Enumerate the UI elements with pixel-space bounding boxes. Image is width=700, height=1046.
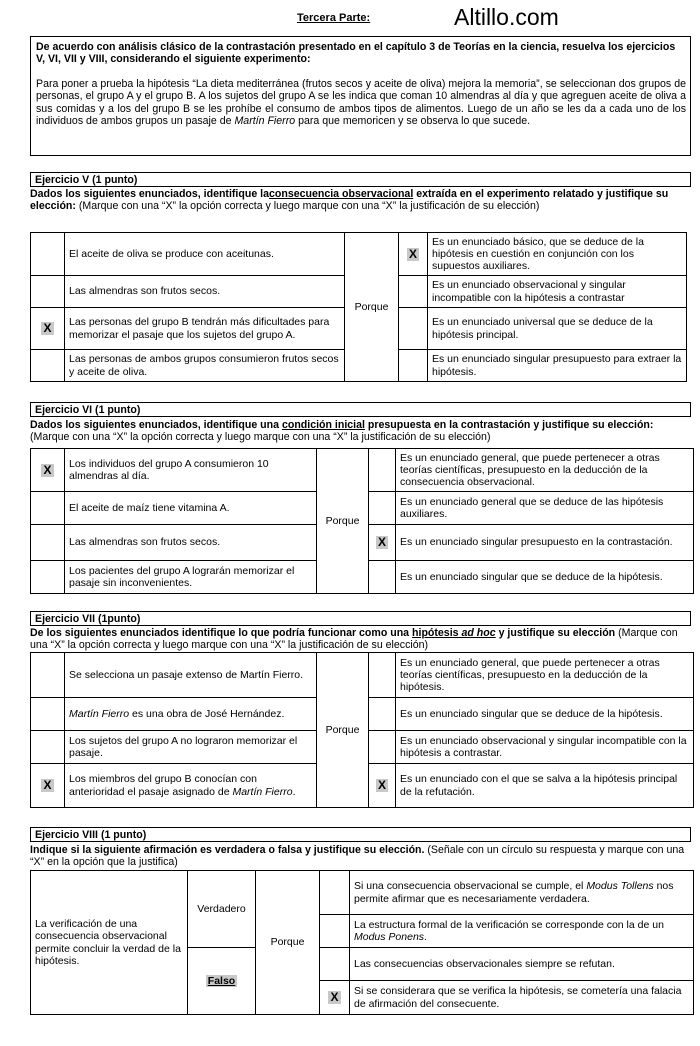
ex8-prompt: [30, 844, 691, 869]
ex7-right-mark-1[interactable]: [369, 698, 396, 731]
ex7-header: Ejercicio VII (1punto): [30, 611, 691, 626]
ex8-right-mark-0[interactable]: [320, 871, 350, 915]
ex7-left-option-2: Los sujetos del grupo A no lograron memorizar el pasaje.: [65, 731, 317, 764]
ex5-left-option-1: Las almendras son frutos secos.: [65, 276, 345, 308]
ex6-left-option-1: El aceite de maíz tiene vitamina A.: [65, 492, 317, 525]
ex8-right-mark-1[interactable]: [320, 915, 350, 948]
ex5-right-mark-3[interactable]: [399, 350, 428, 382]
x-mark: X: [330, 990, 339, 1004]
ex5-right-mark-0[interactable]: [399, 233, 428, 276]
ex7-right-mark-0[interactable]: [369, 653, 396, 698]
ex7-left-1-rest: es una obra de José Hernández.: [132, 707, 285, 720]
ex7-prompt-3: (Marque con una “X” la opción correcta y luego marque con una “X” la justificación de su elección): [30, 627, 678, 652]
ex7-prompt-key: [412, 627, 496, 639]
ex6-right-mark-2[interactable]: [369, 525, 396, 561]
ex8-false-label: Falso: [207, 974, 236, 987]
ex7-right-option-1: Es un enunciado singular que se deduce de la hipótesis.: [396, 698, 694, 731]
ex5-right-option-2: Es un enunciado universal que se deduce de la hipótesis principal.: [428, 308, 687, 350]
ex6-prompt-3: (Marque con una “X” la opción correcta y luego marque con una “X” la justificación de su elección): [30, 431, 491, 444]
ex7-left-3-a: Los miembros del grupo B conocían con anterioridad el pasaje asignado de: [69, 773, 257, 798]
ex6-prompt-key: condición inicial: [281, 419, 365, 431]
ex6-right-option-1: Es un enunciado general que se deduce de las hipótesis auxiliares.: [396, 492, 694, 525]
intro-para-title: Martín Fierro: [234, 115, 296, 128]
ex7-left-option-3: Los miembros del grupo B conocían con anterioridad el pasaje asignado de Martín Fierro.: [65, 764, 317, 808]
x-mark: X: [43, 778, 52, 792]
ex8-right-mark-2[interactable]: [320, 948, 350, 981]
ex7-prompt: [30, 627, 691, 652]
ex5-left-option-2: Las personas del grupo B tendrán más dificultades para memorizar el pasaje que los sujetos del grupo A.: [65, 308, 345, 350]
ex6-table: [30, 448, 694, 594]
ex5-prompt-2: extraída en el experimento relatado y justifique su elección:: [30, 188, 669, 213]
ex8-statement: La verificación de una consecuencia observacional permite concluir la verdad de la hipótesis.: [31, 871, 188, 1015]
ex6-left-mark-2[interactable]: [31, 525, 65, 561]
ex7-table: [30, 652, 694, 808]
ex6-left-option-2: Las almendras son frutos secos.: [65, 525, 317, 561]
ex7-porque: Porque: [317, 653, 369, 808]
ex5-right-option-0: Es un enunciado básico, que se deduce de la hipótesis en cuestión en conjunción con los supuestos auxiliares.: [428, 233, 687, 276]
ex8-r0-italic: Modus Tollens: [586, 880, 654, 893]
ex6-right-option-0: Es un enunciado general, que puede pertenecer a otras teorías científicas, presupuesto en la deducción de la consecuencia observacional.: [396, 449, 694, 492]
ex8-r1-italic: Modus Ponens: [354, 931, 425, 943]
ex7-right-mark-3[interactable]: [369, 764, 396, 808]
ex7-left-mark-0[interactable]: [31, 653, 65, 698]
intro-box: [30, 36, 691, 156]
ex5-prompt-1: Dados los siguientes enunciados, identifique la: [30, 188, 269, 200]
ex7-left-option-1: [65, 698, 317, 731]
ex8-r0-b: nos permite afirmar que es necesariamente verdadera.: [354, 880, 674, 905]
ex8-option-false[interactable]: [188, 948, 256, 1015]
intro-para-a: Para poner a prueba la hipótesis “La dieta mediterránea (frutos secos y aceite de oliva) mejora la memoria”, se seleccionan dos grupos de personas, el grupo A y el grupo B. A los sujetos del grupo A se les indica que coman 10 almendras al día y que agreguen aceite de oliva a sus comidas y a los del grupo B se les prohíbe el consumo de ambos tipos de alimentos. Luego de un año se les da a cada uno de los individuos de ambos grupos un pasaje de: [36, 77, 686, 128]
ex6-prompt-1: Dados los siguientes enunciados, identifique una: [30, 419, 279, 431]
ex5-left-mark-3[interactable]: [31, 350, 65, 382]
ex7-right-option-3: Es un enunciado con el que se salva a la hipótesis principal de la refutación.: [396, 764, 694, 808]
ex5-right-option-3: Es un enunciado singular presupuesto para extraer la hipótesis.: [428, 350, 687, 382]
ex8-prompt-1: Indique si la siguiente afirmación es verdadera o falsa y justifique su elección.: [30, 844, 425, 856]
ex7-left-3-italic: Martín Fierro: [232, 785, 293, 798]
part-title: Tercera Parte:: [297, 12, 371, 24]
ex6-left-mark-1[interactable]: [31, 492, 65, 525]
ex5-table: [30, 232, 687, 382]
ex6-prompt: [30, 419, 691, 444]
ex5-header: Ejercicio V (1 punto): [30, 172, 691, 187]
ex8-right-option-2: Las consecuencias observacionales siempre se refutan.: [350, 948, 694, 981]
ex7-left-option-0: Se selecciona un pasaje extenso de Martín Fierro.: [65, 653, 317, 698]
ex5-left-mark-1[interactable]: [31, 276, 65, 308]
ex7-right-option-0: Es un enunciado general, que puede pertenecer a otras teorías científicas, presupuesto en la deducción de la hipótesis.: [396, 653, 694, 698]
ex6-right-mark-1[interactable]: [369, 492, 396, 525]
x-mark: X: [43, 321, 52, 335]
ex6-left-mark-0[interactable]: [31, 449, 65, 492]
x-mark: X: [43, 462, 52, 477]
ex7-left-mark-3[interactable]: [31, 764, 65, 808]
ex8-right-option-0: [350, 871, 694, 915]
ex6-left-option-0: Los individuos del grupo A consumieron 10 almendras al día.: [65, 449, 317, 492]
ex8-r0-a: Si una consecuencia observacional se cumple, el: [354, 880, 584, 893]
ex5-prompt: [30, 188, 691, 213]
ex8-header: Ejercicio VIII (1 punto): [30, 827, 691, 842]
ex6-left-option-3: Los pacientes del grupo A lograrán memorizar el pasaje sin inconvenientes.: [65, 561, 317, 594]
ex6-right-option-2: Es un enunciado singular presupuesto en la contrastación.: [396, 525, 694, 561]
ex8-right-option-1: La estructura formal de la verificación se corresponde con la de un Modus Ponens.: [350, 915, 694, 948]
x-mark: X: [408, 246, 417, 261]
ex7-right-mark-2[interactable]: [369, 731, 396, 764]
ex8-prompt-2: (Señale con un círculo su respuesta y marque con una “X” en la opción que la justifica): [30, 844, 685, 869]
ex8-porque: Porque: [256, 871, 320, 1015]
intro-instruction: De acuerdo con análisis clásico de la contrastación presentado en el capítulo 3 de Teorías en la ciencia, resuelva los ejercicios V, VI, VII y VIII, considerando el siguiente experimento:: [36, 41, 676, 66]
ex5-left-mark-2[interactable]: [31, 308, 65, 350]
ex6-right-mark-0[interactable]: [369, 449, 396, 492]
ex7-prompt-2: y justifique su elección: [498, 627, 616, 639]
ex6-header: Ejercicio VI (1 punto): [30, 402, 691, 417]
ex6-prompt-2: presupuesta en la contrastación y justifique su elección:: [367, 419, 654, 431]
ex7-prompt-1: De los siguientes enunciados identifique lo que podría funcionar como una: [30, 627, 410, 639]
ex8-right-mark-3[interactable]: [320, 981, 350, 1015]
ex8-option-true[interactable]: Verdadero: [188, 871, 256, 948]
intro-paragraph: [36, 78, 686, 128]
ex5-left-option-0: El aceite de oliva se produce con aceitunas.: [65, 233, 345, 276]
ex7-left-mark-1[interactable]: [31, 698, 65, 731]
ex5-prompt-3: (Marque con una “X” la opción correcta y luego marque con una “X” la justificación de su elección): [78, 200, 540, 213]
x-mark: X: [377, 778, 386, 792]
ex7-left-mark-2[interactable]: [31, 731, 65, 764]
x-mark: X: [377, 535, 386, 549]
ex5-left-mark-0[interactable]: [31, 233, 65, 276]
ex5-prompt-key: consecuencia observacional: [269, 188, 414, 200]
ex6-right-mark-3[interactable]: [369, 561, 396, 594]
ex6-porque: Porque: [317, 449, 369, 594]
ex8-r1-a: La estructura formal de la verificación se corresponde con la de un: [354, 918, 664, 931]
ex7-prompt-key-a: hipótesis: [412, 627, 459, 639]
ex5-right-mark-2[interactable]: [399, 308, 428, 350]
intro-para-b: para que memoricen y se observa lo que sucede.: [298, 115, 531, 128]
brand-logo: Altillo.com: [454, 4, 559, 30]
ex8-right-option-3: Si se considerara que se verifica la hipótesis, se cometería una falacia de afirmación del consecuente.: [350, 981, 694, 1015]
ex6-left-mark-3[interactable]: [31, 561, 65, 594]
ex5-left-option-3: Las personas de ambos grupos consumieron frutos secos y aceite de oliva.: [65, 350, 345, 382]
ex8-table: [30, 870, 694, 1015]
ex6-right-option-3: Es un enunciado singular que se deduce de la hipótesis.: [396, 561, 694, 594]
ex5-right-mark-1[interactable]: [399, 276, 428, 308]
ex7-left-1-italic: Martín Fierro: [69, 707, 130, 720]
ex5-porque: Porque: [345, 233, 399, 382]
ex5-right-option-1: Es un enunciado observacional y singular incompatible con la hipótesis a contrastar: [428, 276, 687, 308]
ex7-prompt-key-italic: ad hoc: [461, 627, 496, 639]
ex7-right-option-2: Es un enunciado observacional y singular incompatible con la hipótesis a contrastar.: [396, 731, 694, 764]
